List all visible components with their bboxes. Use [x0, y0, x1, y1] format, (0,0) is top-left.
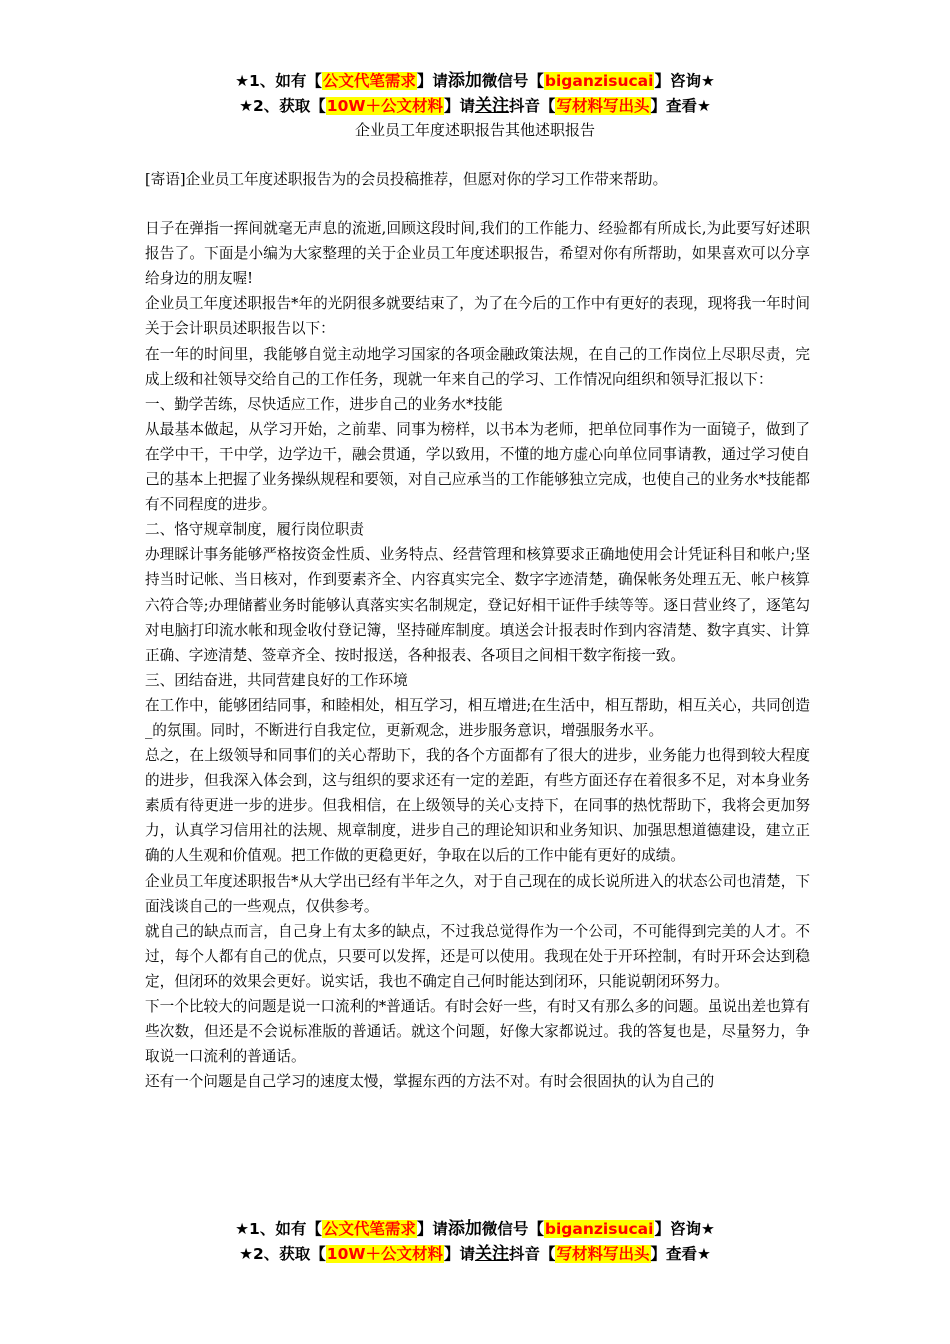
banner-text: 】咨询★ — [654, 1220, 715, 1238]
header-banner — [0, 69, 950, 119]
paragraph: 企业员工年度述职报告*年的光阴很多就要结束了，为了在今后的工作中有更好的表现，现将我一年时间关于会计职员述职报告以下： — [145, 295, 810, 338]
paragraph: 下一个比较大的问题是说一口流利的*普通话。有时会好一些，有时又有那么多的问题。虽说出差也算有些次数，但还是不会说标准版的普通话。就这个问题，好像大家都说过。我的答复也是，尽量努力，争取说一口流利的普通话。 — [145, 998, 810, 1066]
section-heading: 三、团结奋进，共同营建良好的工作环境 — [145, 671, 408, 689]
section-heading: 二、恪守规章制度，履行岗位职责 — [145, 521, 364, 539]
banner-text: 】咨询★ — [654, 72, 715, 90]
banner-line-1 — [0, 69, 950, 94]
banner-text: 】请 — [443, 1245, 475, 1263]
banner-text: 】请 — [416, 72, 448, 90]
highlight-service: 公文代笔需求 — [322, 1220, 416, 1238]
banner-text: 】请 — [443, 97, 475, 115]
star-icon: ★ — [235, 72, 250, 90]
banner-text: 1、如有【 — [249, 72, 322, 90]
paragraph: 日子在弹指一挥间就毫无声息的流逝,回顾这段时间,我们的工作能力、经验都有所成长,为此要写好述职报告了。下面是小编为大家整理的关于企业员工年度述职报告，希望对你有所帮助，如果喜欢可以分享给身边的朋友喔! — [145, 220, 810, 288]
banner-emphasis: 关注 — [474, 96, 509, 116]
document-body — [145, 167, 810, 1094]
banner-text: 抖音【 — [508, 1245, 556, 1263]
banner-emphasis: 添加 — [447, 1219, 482, 1239]
paragraph: 企业员工年度述职报告*从大学出已经有半年之久，对于自己现在的成长说所进入的状态公司也清楚，下面浅谈自己的一些观点，仅供参考。 — [145, 872, 810, 915]
banner-text: 2、获取【 — [252, 97, 326, 115]
document-title: 企业员工年度述职报告其他述职报告 — [354, 121, 595, 139]
banner-text: 微信号【 — [481, 72, 544, 90]
banner-text: 微信号【 — [481, 1220, 544, 1238]
star-icon: ★ — [235, 1220, 250, 1238]
section-heading: 一、勤学苦练，尽快适应工作，进步自己的业务水*技能 — [145, 395, 503, 413]
banner-line-1 — [0, 1217, 950, 1242]
star-icon: ★ — [239, 97, 253, 115]
paragraph: 办理睬计事务能够严格按资金性质、业务特点、经营管理和核算要求正确地使用会计凭证科目和帐户;坚持当时记帐、当日核对，作到要素齐全、内容真实完全、数字字迹清楚，确保帐务处理五无、帐户核算六符合等;办理储蓄业务时能够认真落实实名制规定，登记好相干证件手续等等。逐日营业终了，逐笔勾对电脑打印流水帐和现金收付登记簿，坚持碰库制度。填送会计报表时作到内容清楚、数字真实、计算正确、字迹清楚、签章齐全、按时报送，各种报表、各项目之间相干数字衔接一致。 — [145, 546, 810, 664]
paragraph: [寄语]企业员工年度述职报告为的会员投稿推荐，但愿对你的学习工作带来帮助。 — [145, 171, 668, 188]
paragraph: 在工作中，能够团结同事，和睦相处，相互学习，相互增进;在生活中，相互帮助，相互关心，共同创造_的氛围。同时，不断进行自我定位，更新观念，进步服务意识，增强服务水平。 — [145, 696, 810, 739]
footer-banner — [0, 1217, 950, 1267]
banner-line-2 — [0, 1242, 950, 1267]
paragraph: 就自己的缺点而言，自己身上有太多的缺点，不过我总觉得作为一个公司，不可能得到完美的人才。不过，每个人都有自己的优点，只要可以发挥，还是可以使用。我现在处于开环控制，有时开环会达到稳定，但闭环的效果会更好。说实话，我也不确定自己何时能达到闭环，只能说朝闭环努力。 — [145, 922, 810, 990]
highlight-douyin: 写材料写出头 — [556, 1245, 650, 1263]
banner-text: 】请 — [416, 1220, 448, 1238]
paragraph: 在一年的时间里，我能够自觉主动地学习国家的各项金融政策法规，在自己的工作岗位上尽职尽责，完成上级和社领导交给自己的工作任务，现就一年来自己的学习、工作情况向组织和领导汇报以下： — [145, 345, 810, 388]
banner-emphasis: 关注 — [474, 1244, 509, 1264]
banner-text: 】查看★ — [650, 97, 711, 115]
paragraph: 还有一个问题是自己学习的速度太慢，掌握东西的方法不对。有时会很固执的认为自己的 — [145, 1073, 715, 1091]
star-icon: ★ — [239, 1245, 253, 1263]
banner-line-2 — [0, 94, 950, 119]
banner-text: 2、获取【 — [252, 1245, 326, 1263]
highlight-douyin: 写材料写出头 — [556, 97, 650, 115]
highlight-materials: 10W＋公文材料 — [326, 1245, 443, 1263]
paragraph: 总之，在上级领导和同事们的关心帮助下，我的各个方面都有了很大的进步，业务能力也得到较大程度的进步，但我深入体会到，这与组织的要求还有一定的差距，有些方面还存在着很多不足，对本身业务素质有待更进一步的进步。但我相信，在上级领导的关心支持下，在同事的热忱帮助下，我将会更加努力，认真学习信用社的法规、规章制度，进步自己的理论知识和业务知识、加强思想道德建设，建立正确的人生观和价值观。把工作做的更稳更好，争取在以后的工作中能有更好的成绩。 — [145, 747, 810, 865]
highlight-wechat-id: biganzisucai — [544, 1220, 654, 1238]
paragraph: 从最基本做起，从学习开始，之前辈、同事为榜样，以书本为老师，把单位同事作为一面镜子，做到了在学中干，干中学，边学边干，融会贯通，学以致用，不懂的地方虚心向单位同事请教，通过学习使自己的基本上把握了业务操纵规程和要领，对自己应承当的工作能够独立完成，也使自己的业务水*技能都有不同程度的进步。 — [145, 420, 810, 514]
highlight-wechat-id: biganzisucai — [544, 72, 654, 90]
banner-text: 】查看★ — [650, 1245, 711, 1263]
highlight-service: 公文代笔需求 — [322, 72, 416, 90]
banner-text: 1、如有【 — [249, 1220, 322, 1238]
banner-text: 抖音【 — [508, 97, 556, 115]
banner-emphasis: 添加 — [447, 71, 482, 91]
highlight-materials: 10W＋公文材料 — [326, 97, 443, 115]
